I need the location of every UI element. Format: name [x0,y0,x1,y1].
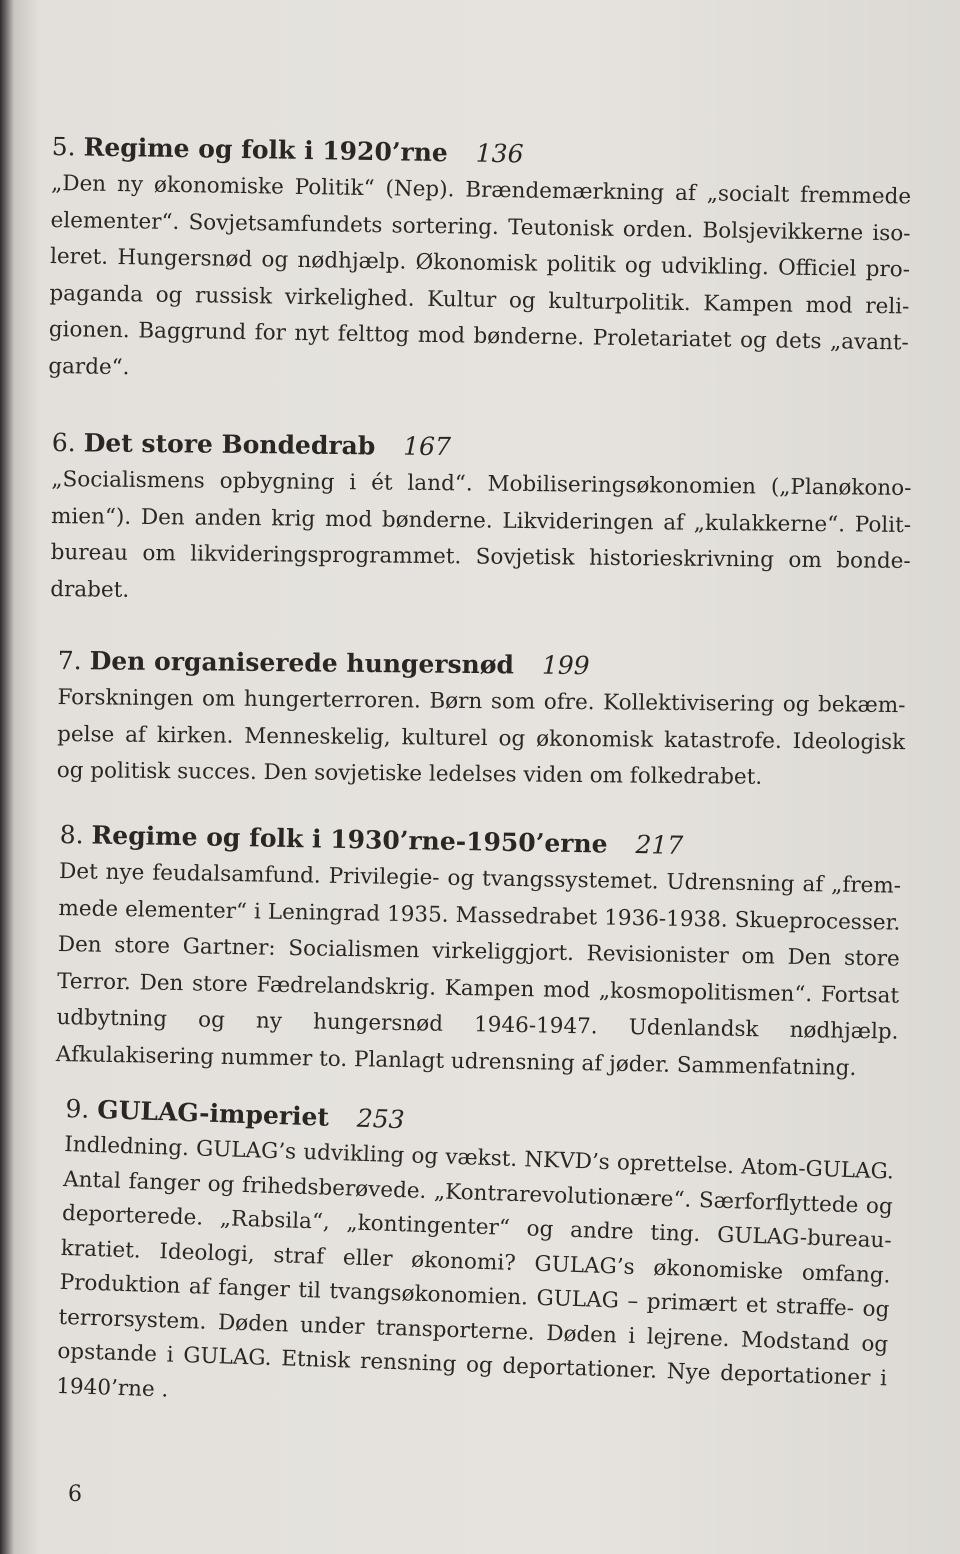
chapter-title: Regime og folk i 1920’rne [83,132,449,168]
chapter-number: 8. [59,820,84,850]
chapter-title: Regime og folk i 1930’rne-1950’erne [91,820,608,859]
page-number: 6 [68,1482,82,1507]
chapter-number: 9. [65,1094,90,1124]
chapter-number: 5. [51,132,76,162]
entry-heading [52,428,912,467]
chapter-title: Det store Bondedrab [83,428,376,461]
toc-entry-7 [57,646,906,798]
chapter-page: 199 [541,650,590,681]
chapter-title: Den organiserede hungersnød [89,646,515,680]
chapter-summary: „Socialismens opbygning i ét land“. Mobiliseringsøkonomien („Planøkonomien“). Den anden krig mod bønderne. Likvideringen af „kulakkerne“. Politbureau om likvideringsprogrammet. Sovjetisk historieskrivning om bondedrabet. [50,466,912,603]
chapter-summary: Det nye feudalsamfund. Privilegie- og tvangssystemet. Udrensning af „fremmede elementer“ i Leningrad 1935. Massedrabet 1936-1938. Skueprocesser. Den store Gartner: Socialismen virkeliggjort. Revisionister om Den store Terror. Den store Fædrelandskrig. Kampen mod „kosmopolitismen“. Fortsat udbytning og ny hungersnød 1946-1947. Udenlandsk nødhjælp. Afkulakisering nummer to. Planlagt udrensning af jøder. Sammenfatning. [55,858,902,1081]
toc-entry-5 [48,132,912,398]
chapter-number: 6. [51,428,76,458]
chapter-page: 253 [356,1103,406,1135]
chapter-page: 167 [403,431,452,462]
chapter-summary: „Den ny økonomiske Politik“ (Nep). Brændemærkning af „socialt fremmede elementer“. Sovjetsamfundets sortering. Teutonisk orden. Bolsjevikkerne isoleret. Hungersnød og nødhjælp. Økonomisk politik og udvikling. Officiel propaganda og russisk virkelighed. Kultur og kulturpolitik. Kampen mod religionen. Baggrund for nyt felttog mod bønderne. Proletariatet og dets „avantgarde“. [48,170,912,380]
chapter-summary: Indledning. GULAG’s udvikling og vækst. NKVD’s oprettelse. Atom-GULAG. Antal fanger og frihedsberøvede. „Kontrarevolutionære“. Særforflyttede og deporterede. „Rabsila“, „kontingenter“ og andre ting. GULAG-bureaukratiet. Ideologi, straf eller økonomi? GULAG’s økonomiske omfang. Produktion af fanger til tvangsøkonomien. GULAG – primært et straffe- og terrorsystem. Døden under transporterne. Døden i lejrene. Modstand og opstande i GULAG. Etnisk rensning og deportationer. Nye deportationer i 1940’rne . [55,1131,895,1403]
toc-entry-6 [50,428,912,617]
chapter-number: 7. [57,646,82,676]
chapter-page: 217 [635,830,684,860]
entry-heading [58,646,906,684]
toc-entry-9 [56,1094,896,1431]
chapter-summary: Forskningen om hungerterroren. Børn som ofre. Kollektivisering og bekæmpelse af kirken. Menneskelig, kulturel og økonomisk katastrofe. Ideologisk og politisk succes. Den sovjetiske ledelses viden om folkedrabet. [56,684,906,790]
toc-entry-8 [56,820,902,1088]
chapter-title: GULAG-imperiet [96,1095,330,1132]
chapter-page: 136 [475,138,524,169]
